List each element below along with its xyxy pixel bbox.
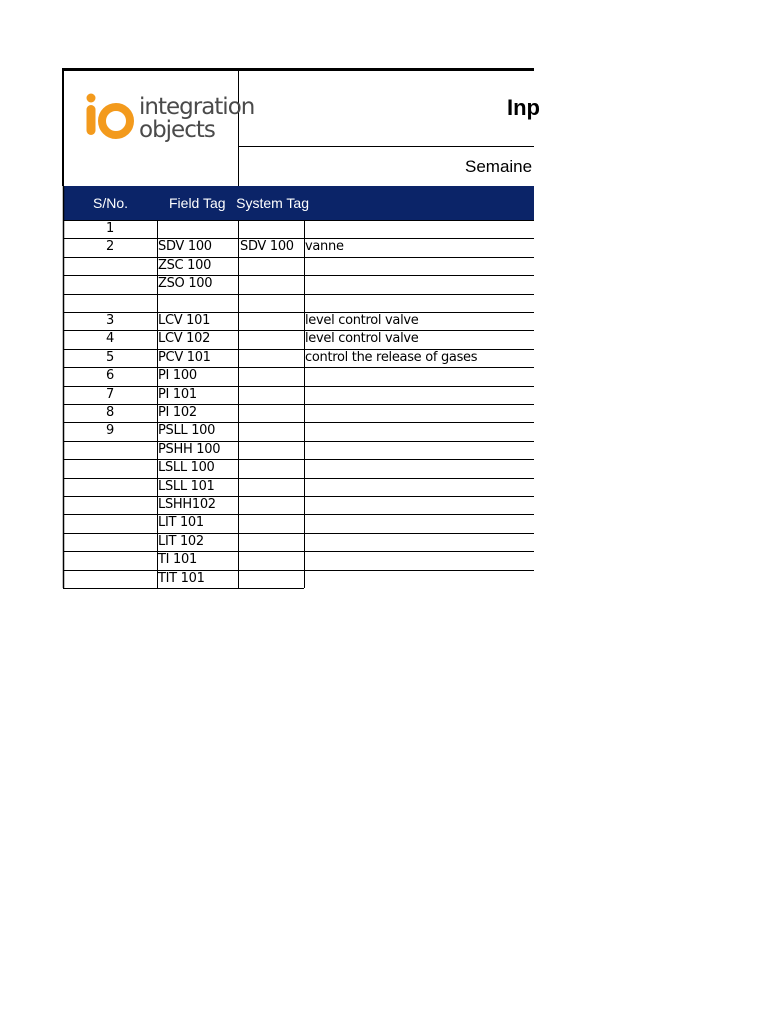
cell-field-tag[interactable]: TI 101 bbox=[158, 552, 197, 568]
cell-description[interactable] bbox=[305, 459, 534, 477]
cell-field-tag[interactable]: LIT 101 bbox=[158, 515, 204, 531]
cell-description[interactable] bbox=[305, 514, 534, 532]
cell-field-tag[interactable]: PI 102 bbox=[158, 405, 197, 420]
cell-system-tag[interactable] bbox=[240, 496, 303, 514]
cell-field-tag[interactable] bbox=[158, 220, 238, 238]
cell-field-tag[interactable]: PI 100 bbox=[158, 368, 197, 384]
logo-text-line2: objects bbox=[139, 117, 215, 143]
cell-field-tag[interactable]: ZSC 100 bbox=[158, 257, 212, 273]
column-header-system-tag-text: System Tag bbox=[236, 195, 309, 211]
table-row bbox=[0, 478, 768, 496]
cell-system-tag[interactable] bbox=[240, 478, 303, 496]
cell-system-tag[interactable] bbox=[240, 367, 303, 385]
cell-sn[interactable] bbox=[64, 551, 156, 569]
cell-system-tag[interactable] bbox=[240, 330, 303, 348]
header-top-border bbox=[62, 68, 534, 71]
cell-description[interactable] bbox=[305, 386, 534, 404]
cell-sn[interactable]: 5 bbox=[106, 349, 114, 365]
cell-sn[interactable] bbox=[64, 459, 156, 477]
cell-sn[interactable]: 4 bbox=[106, 331, 114, 347]
table-row bbox=[0, 551, 768, 569]
cell-description[interactable] bbox=[305, 551, 534, 569]
column-header-sn: S/No. bbox=[93, 195, 129, 211]
cell-field-tag[interactable]: TIT 101 bbox=[158, 570, 205, 586]
column-header-field-tag: Field Tag bbox=[169, 195, 226, 211]
cell-system-tag[interactable] bbox=[240, 570, 303, 588]
logo-text-line1: integration bbox=[139, 94, 255, 120]
cell-system-tag[interactable]: SDV 100 bbox=[240, 239, 294, 255]
table-row bbox=[0, 220, 768, 238]
cell-system-tag[interactable] bbox=[240, 404, 303, 422]
cell-sn[interactable]: 2 bbox=[106, 239, 114, 255]
cell-sn[interactable] bbox=[64, 294, 156, 312]
page-subtitle: Semaine bbox=[465, 157, 533, 176]
header-left-border bbox=[62, 68, 64, 186]
column-header-system-tag bbox=[236, 186, 309, 220]
cell-system-tag[interactable] bbox=[240, 386, 303, 404]
cell-description[interactable] bbox=[305, 294, 534, 312]
cell-field-tag[interactable]: PSLL 100 bbox=[158, 423, 216, 439]
cell-system-tag[interactable] bbox=[240, 294, 303, 312]
cell-description[interactable]: control the release of gases bbox=[305, 349, 478, 365]
cell-system-tag[interactable] bbox=[240, 533, 303, 551]
cell-description[interactable] bbox=[305, 441, 534, 459]
cell-sn[interactable] bbox=[64, 441, 156, 459]
cell-description[interactable] bbox=[305, 220, 534, 238]
table-row bbox=[0, 441, 768, 459]
cell-description[interactable]: level control valve bbox=[305, 331, 419, 347]
cell-sn[interactable] bbox=[64, 275, 156, 293]
cell-sn[interactable] bbox=[64, 570, 156, 588]
cell-sn[interactable] bbox=[64, 478, 156, 496]
integration-objects-logo bbox=[84, 92, 259, 144]
cell-description[interactable] bbox=[305, 570, 534, 588]
cell-sn[interactable] bbox=[64, 496, 156, 514]
cell-system-tag[interactable] bbox=[240, 275, 303, 293]
table-row bbox=[0, 422, 768, 440]
cell-system-tag[interactable] bbox=[240, 514, 303, 532]
cell-sn[interactable]: 9 bbox=[106, 423, 114, 439]
cell-description[interactable] bbox=[305, 275, 534, 293]
table-row bbox=[0, 533, 768, 551]
table-row bbox=[0, 330, 768, 348]
cell-description[interactable] bbox=[305, 422, 534, 440]
table-row bbox=[0, 349, 768, 367]
cell-system-tag[interactable] bbox=[240, 220, 303, 238]
cell-system-tag[interactable] bbox=[240, 441, 303, 459]
cell-description[interactable] bbox=[305, 478, 534, 496]
cell-field-tag[interactable]: PCV 101 bbox=[158, 349, 211, 365]
cell-sn[interactable] bbox=[64, 257, 156, 275]
cell-field-tag[interactable]: PI 101 bbox=[158, 386, 197, 402]
cell-description[interactable] bbox=[305, 257, 534, 275]
table-row bbox=[0, 459, 768, 477]
table-row bbox=[0, 367, 768, 385]
cell-system-tag[interactable] bbox=[240, 422, 303, 440]
cell-system-tag[interactable] bbox=[240, 312, 303, 330]
cell-system-tag[interactable] bbox=[240, 349, 303, 367]
cell-sn[interactable] bbox=[64, 514, 156, 532]
cell-sn[interactable] bbox=[64, 533, 156, 551]
cell-field-tag[interactable]: LIT 102 bbox=[158, 533, 204, 549]
cell-description[interactable] bbox=[305, 404, 534, 422]
table-row bbox=[0, 386, 768, 404]
cell-field-tag[interactable]: LSHH102 bbox=[158, 497, 216, 512]
cell-sn[interactable]: 7 bbox=[106, 386, 114, 402]
cell-sn[interactable]: 6 bbox=[106, 368, 114, 384]
cell-field-tag[interactable]: LCV 102 bbox=[158, 331, 211, 347]
cell-field-tag[interactable]: ZSO 100 bbox=[158, 276, 213, 292]
cell-field-tag[interactable]: SDV 100 bbox=[158, 239, 212, 255]
cell-field-tag[interactable]: LSLL 100 bbox=[158, 460, 215, 476]
cell-field-tag[interactable] bbox=[158, 294, 238, 312]
cell-sn[interactable]: 1 bbox=[106, 221, 114, 236]
table-row bbox=[0, 570, 768, 588]
cell-sn[interactable]: 3 bbox=[106, 313, 114, 328]
table-row bbox=[0, 238, 768, 256]
cell-system-tag[interactable] bbox=[240, 257, 303, 275]
table-row bbox=[0, 257, 768, 275]
cell-system-tag[interactable] bbox=[240, 459, 303, 477]
table-row bbox=[0, 294, 768, 312]
cell-description[interactable]: level control valve bbox=[305, 313, 419, 328]
cell-system-tag[interactable] bbox=[240, 551, 303, 569]
table-row bbox=[0, 404, 768, 422]
cell-field-tag[interactable]: LCV 101 bbox=[158, 313, 211, 328]
title-divider bbox=[239, 146, 534, 147]
page-title: Inp bbox=[507, 95, 540, 120]
cell-description[interactable]: vanne bbox=[305, 239, 344, 255]
cell-description[interactable] bbox=[305, 496, 534, 514]
cell-description[interactable] bbox=[305, 367, 534, 385]
table-row bbox=[0, 275, 768, 293]
cell-description[interactable] bbox=[305, 533, 534, 551]
table-row bbox=[0, 312, 768, 330]
table-row bbox=[0, 496, 768, 514]
cell-sn[interactable]: 8 bbox=[106, 405, 114, 420]
io-logo-icon bbox=[84, 92, 136, 144]
table-row bbox=[0, 514, 768, 532]
cell-field-tag[interactable]: PSHH 100 bbox=[158, 441, 221, 457]
cell-field-tag[interactable]: LSLL 101 bbox=[158, 478, 215, 494]
